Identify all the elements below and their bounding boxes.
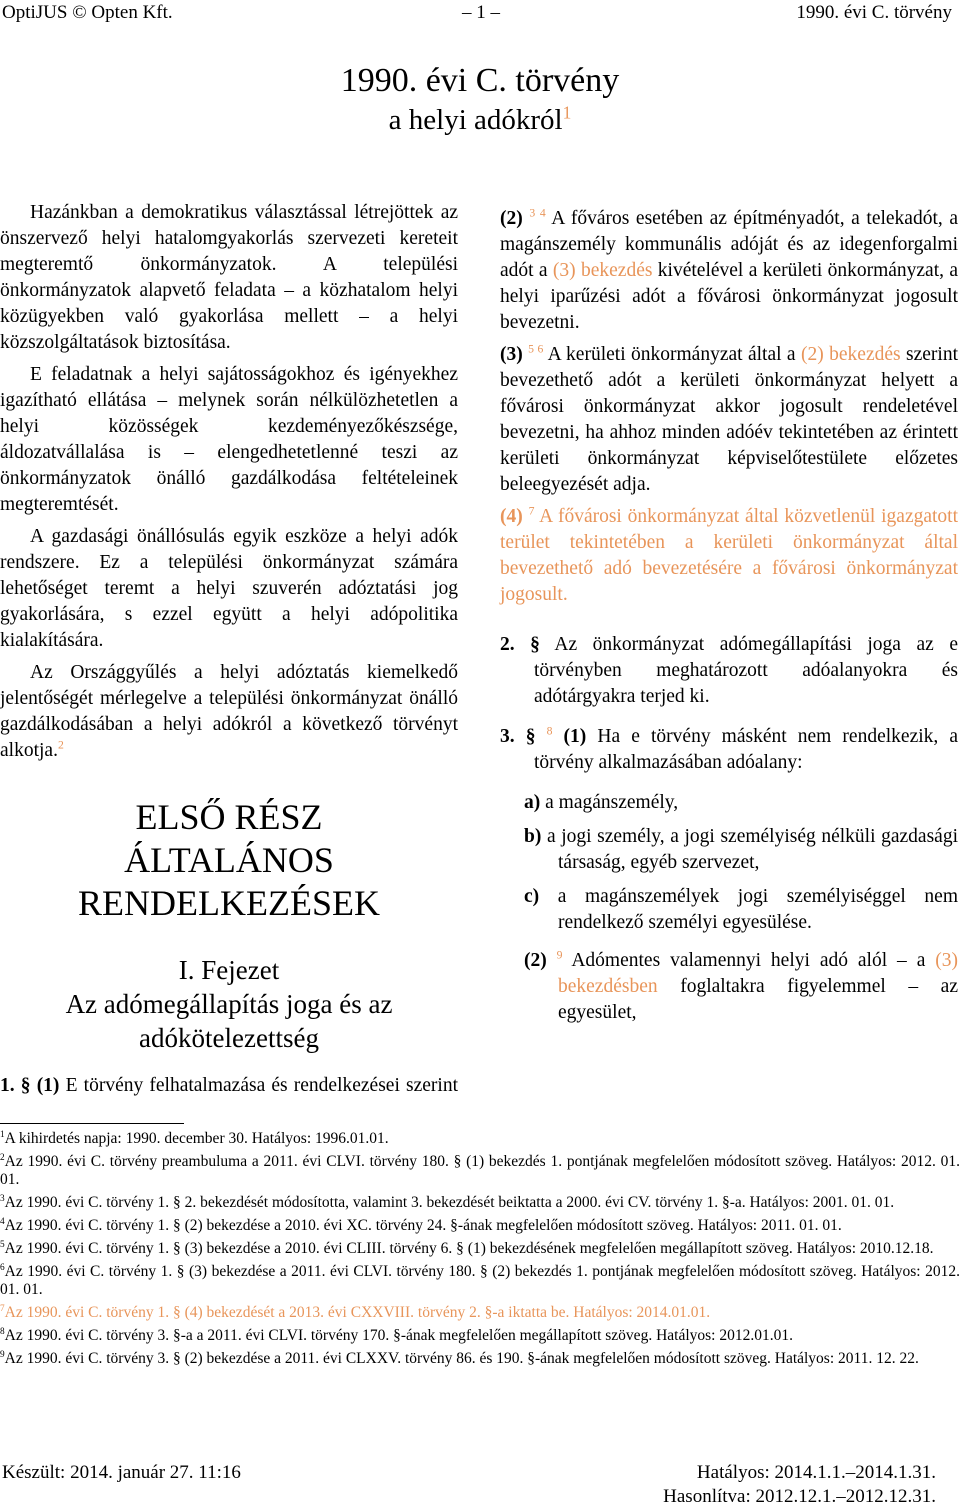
- footnote-text: Az 1990. évi C. törvény 1. § 2. bekezdését módosította, valamint 3. bekezdését beiktatta a 2000. évi CV. törvény 1. §-a. Hatályos: 2001. 01. 01.: [4, 1194, 895, 1211]
- section-3: [500, 724, 958, 776]
- header-page-number: – 1 –: [462, 2, 500, 23]
- footnote-ref[interactable]: 7: [528, 504, 535, 518]
- footnote-number: 9: [0, 1349, 5, 1360]
- footnote: [0, 1304, 960, 1322]
- footnote-number: 6: [0, 1262, 5, 1273]
- section-3-text: Ha e törvény másként nem rendelkezik, a törvény alkalmazásában adóalany:: [534, 726, 959, 773]
- s1-p3-text: A kerületi önkormányzat által a: [547, 344, 801, 365]
- footnote: [0, 1217, 960, 1235]
- section-number: 1. §: [0, 1075, 31, 1096]
- footnote-ref[interactable]: 3 4: [529, 206, 546, 220]
- left-column: [0, 200, 458, 1100]
- footnote: [0, 1350, 960, 1368]
- preamble-paragraph: A gazdasági önállósulás egyik eszköze a helyi adók rendszere. Ez a települési önkormányzat számára lehetőséget teremt a helyi szuverén adóztatási jog gyakorlására, s ezzel együtt a helyi adópolitika kialakítására.: [0, 526, 458, 651]
- footnote-text: Az 1990. évi C. törvény preambuluma a 2011. évi CLVI. törvény 180. § (1) bekezdés 1. pontjának megfelelően módosított szöveg. Hatályos: 2012. 01. 01.: [0, 1153, 960, 1188]
- footnote-number: 2: [0, 1152, 5, 1163]
- section-1: [0, 1073, 458, 1100]
- paragraph-label: c): [524, 886, 540, 907]
- footnote: [0, 1130, 960, 1148]
- paragraph-label: b): [524, 826, 542, 847]
- list-item: [524, 790, 958, 816]
- cross-reference-link[interactable]: (2) bekezdés: [801, 344, 901, 365]
- footnote-number: 3: [0, 1193, 5, 1204]
- s1-p4: [500, 504, 958, 608]
- header-right: 1990. évi C. törvény: [796, 2, 952, 23]
- footnote-text: A kihirdetés napja: 1990. december 30. Hatályos: 1996.01.01.: [4, 1130, 389, 1147]
- preamble-paragraph: Hazánkban a demokratikus választással létrejöttek az önszervező helyi hatalomgyakorlás szervezeti kereteit megteremtő önkormányzatok. A települési önkormányzatok alapvető feladata – a közhatalom helyi közügyekben való gyakorlása mellett – a helyi közszolgáltatások biztosítása.: [0, 202, 458, 353]
- footnote-number: 8: [0, 1326, 5, 1337]
- footnote-text: Az 1990. évi C. törvény 1. § (2) bekezdése a 2010. évi XC. törvény 24. §-ának megfelelően módosított szöveg. Hatályos: 2011. 01. 01.: [4, 1217, 842, 1234]
- paragraph-label: a): [524, 792, 541, 813]
- part-heading: ELSŐ RÉSZ ÁLTALÁNOS RENDELKEZÉSEK: [78, 797, 380, 923]
- footnote: [0, 1153, 960, 1189]
- list-item: [524, 884, 958, 936]
- section-2: [500, 632, 958, 710]
- preamble-paragraph: E feladatnak a helyi sajátosságokhoz és igényekhez igazítható ellátása – melynek során nélkülözhetetlen a helyi közösségek kezdeményezőkészsége, áldozatvállalása is – elengedhetetlenné teszi az önkormányzatok önálló gazdálkodása feltételeinek megteremtését.: [0, 364, 458, 515]
- footer-effective: Hatályos: 2014.1.1.–2014.1.31.: [696, 1462, 936, 1483]
- list-item-text: a magánszemély,: [545, 792, 679, 813]
- preamble-paragraph: Az Országgyűlés a helyi adóztatás kiemelkedő jelentőségét mérlegelve a települési önkormányzat önálló gazdálkodásában a helyi adókról a következő törvényt alkotja.$^2$: [0, 662, 458, 761]
- footnote-ref[interactable]: 8: [546, 724, 553, 738]
- s3-p2: [524, 948, 958, 1026]
- document-subtitle: a helyi adókról$^1$: [388, 102, 572, 136]
- paragraph-label: (2): [524, 950, 547, 971]
- footnote-ref[interactable]: 2: [57, 738, 64, 752]
- footnote-ref[interactable]: 5 6: [528, 342, 544, 356]
- s1-p4-text: A fővárosi önkormányzat által közvetlenül igazgatott terület tekintetében a kerületi önkormányzat által bevezethető adó bevezetésére a fővárosi önkormányzat jogosult.: [500, 506, 959, 605]
- cross-reference-link[interactable]: (3) bekezdésben: [558, 950, 959, 997]
- footer-created: Készült: 2014. január 27. 11:16: [2, 1462, 241, 1483]
- header-left: OptiJUS © Opten Kft.: [2, 2, 173, 23]
- list-item-text: a jogi személy, a jogi személyiség nélküli gazdasági társaság, egyéb szervezet,: [546, 826, 958, 873]
- footnote-text: Az 1990. évi C. törvény 1. § (3) bekezdése a 2010. évi CLIII. törvény 6. § (1) bekezdésének megfelelően megállapított szöveg. Hatályos: 2010.12.18.: [4, 1240, 934, 1257]
- paragraph-label: (4): [500, 506, 523, 527]
- right-column: [500, 200, 958, 1026]
- list-item: [524, 824, 958, 876]
- section-number: 2. §: [500, 634, 540, 655]
- section-2-text: Az önkormányzat adómegállapítási joga az e törvényben meghatározott adóalanyokra és adótárgyakra terjed ki.: [534, 634, 958, 707]
- section-number: 3. §: [500, 726, 536, 747]
- s3-p2-text: foglaltakra figyelemmel – az egyesület,: [558, 976, 958, 1023]
- footnote-text: Az 1990. évi C. törvény 3. § (2) bekezdése a 2011. évi CLXXV. törvény 86. és 190. §-ának megfelelően módosított szöveg. Hatályos: 2011. 12. 22.: [4, 1350, 919, 1367]
- footnote: [0, 1327, 960, 1345]
- footnote-separator: [0, 1123, 184, 1124]
- footnote: [0, 1263, 960, 1299]
- document-title: 1990. évi C. törvény: [340, 62, 620, 99]
- footnote: [0, 1194, 960, 1212]
- footnote-text: Az 1990. évi C. törvény 1. § (4) bekezdését a 2013. évi CXXVIII. törvény 2. §-a iktatta be. Hatályos: 2014.01.01.: [4, 1304, 711, 1321]
- paragraph-label: (3): [500, 344, 523, 365]
- footer-compared: Hasonlítva: 2012.12.1.–2012.12.31.: [663, 1486, 936, 1507]
- footnote: [0, 1240, 960, 1258]
- section-1-text: E törvény felhatalmazása és rendelkezései szerint: [65, 1075, 458, 1096]
- paragraph-label: (1): [36, 1075, 60, 1096]
- footnotes: [0, 1130, 960, 1373]
- s1-p2: (2) $^{3 4}$ A főváros esetében az építményadót, a telekadót, a magánszemély kommunális adóját és az idegenforgalmi adót a (3) bekezdés kivételével a kerületi önkormányzat, a helyi iparűzési adót a fővárosi önkormányzat jogosult bevezetni.: [500, 206, 959, 333]
- paragraph-label: (1): [563, 726, 587, 747]
- footnote-number: 5: [0, 1239, 5, 1250]
- s1-p3-text: szerint bevezethető adót a kerületi önkormányzat helyett a fővárosi önkormányzat akkor jogosult rendeletével bevezetni, ha ahhoz minden adóév tekintetében az érintett kerületi önkormányzat képviselőtestülete előzetes beleegyezését adja.: [500, 344, 958, 495]
- s3-p2-text: Adómentes valamennyi helyi adó alól – a: [571, 950, 936, 971]
- footnote-ref[interactable]: 1: [562, 102, 572, 123]
- footnote-text: Az 1990. évi C. törvény 3. §-a a 2011. évi CLVI. törvény 170. §-ának megfelelően megállapított szöveg. Hatályos: 2012.01.01.: [4, 1327, 793, 1344]
- cross-reference-link[interactable]: (3) bekezdés: [552, 260, 653, 281]
- footnote-number: 7: [0, 1303, 5, 1314]
- chapter-heading: I. Fejezet Az adómegállapítás joga és az adókötelezettség: [65, 955, 393, 1053]
- footnote-number: 4: [0, 1216, 5, 1227]
- footnote-text: Az 1990. évi C. törvény 1. § (3) bekezdése a 2011. évi CLVI. törvény 180. § (2) bekezdés 1. pontjának megfelelően módosított szöveg. Hatályos: 2012. 01. 01.: [0, 1263, 960, 1298]
- footnote-number: 1: [0, 1129, 5, 1140]
- list-item-text: a magánszemélyek jogi személyiséggel nem rendelkező személyi egyesülése.: [557, 886, 958, 933]
- s1-p3: [500, 342, 958, 498]
- footnote-ref[interactable]: 9: [556, 948, 563, 962]
